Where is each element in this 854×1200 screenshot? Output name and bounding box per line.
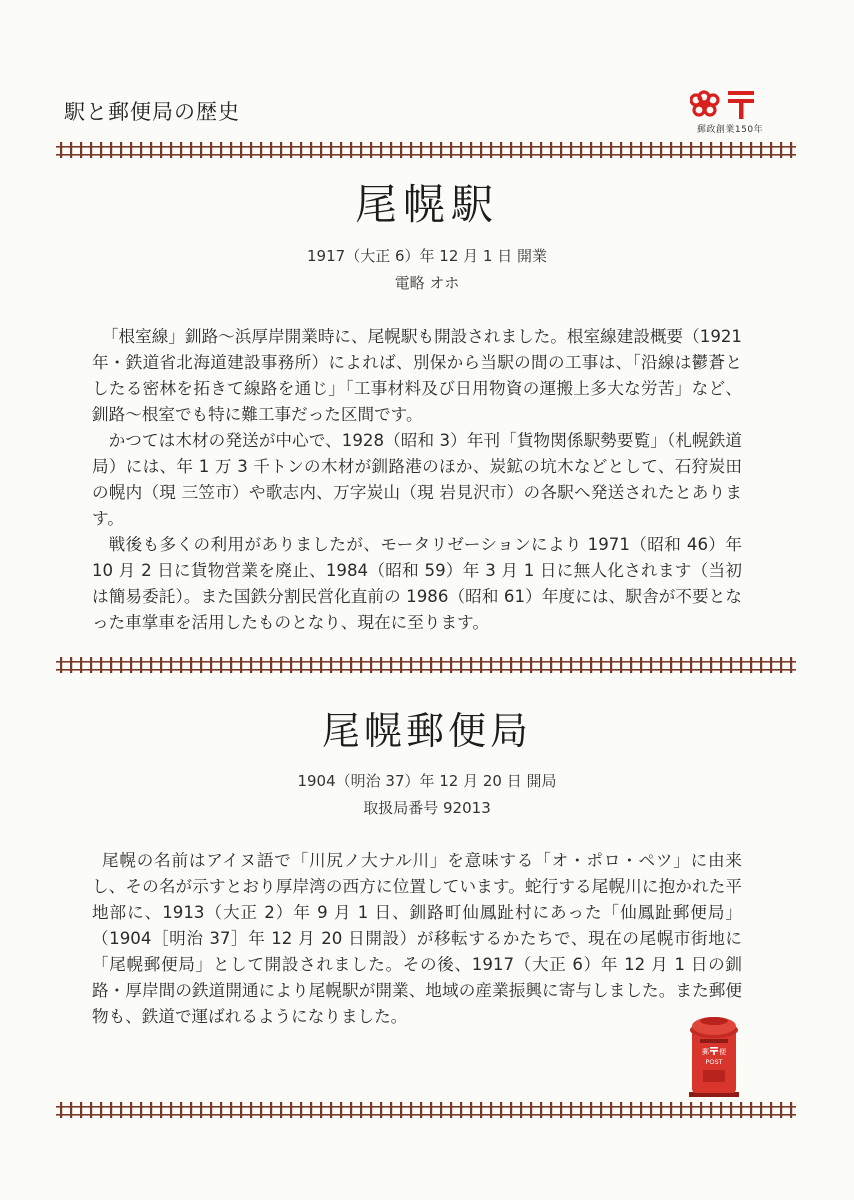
page-header-title: 駅と郵便局の歴史 (64, 100, 240, 124)
rail-divider-bottom (56, 1100, 796, 1120)
svg-text:郵: 郵 (702, 1048, 709, 1056)
svg-text:便: 便 (719, 1048, 726, 1056)
postbox-label: POST (705, 1058, 723, 1066)
station-paragraph-3: 戦後も多くの利用がありましたが、モータリゼーションにより 1971（昭和 46）年 10 月 2 日に貨物営業を廃止、1984（昭和 59）年 3 月 1 日に無人化されます（当初は簡易委託）。また国鉄分割民営化直前の 1986（昭和 61）年度には、駅舎が不要となった車掌車を活用したものとなり、現在に至ります。 (92, 535, 742, 632)
post-office-paragraph-1: 尾幌の名前はアイヌ語で「川尻ノ大ナル川」を意味する「オ・ポロ・ペツ」に由来し、その名が示すとおり厚岸湾の西方に位置しています。蛇行する尾幌川に抱かれた平地部に、1913（大正 2）年 9 月 1 日、釧路町仙鳳趾村にあった「仙鳳趾郵便局」（1904［明治 37］年 12 月 20 日開設）が移転するかたちで、現在の尾幌市街地に「尾幌郵便局」として開設されました。その後、1917（大正 6）年 12 月 1 日の釧路・厚岸間の鉄道開通により尾幌駅が開業、地域の産業振興に寄与しました。また郵便物も、鉄道で運ばれるようになりました。 (92, 851, 742, 1026)
station-history-text (92, 324, 742, 636)
station-paragraph-1: 「根室線」釧路〜浜厚岸開業時に、尾幌駅も開設されました。根室線建設概要（1921 年・鉄道省北海道建設事務所）によれば、別保から当駅の間の工事は、「沿線は鬱蒼としたる密林を拓きて線路を通じ」「工事材料及び日用物資の運搬上多大な労苦」など、釧路〜根室でも特に難工事だった区間です。 (92, 327, 742, 424)
station-opening-date: 1917（大正 6）年 12 月 1 日 開業 (307, 247, 547, 265)
red-postbox-icon (683, 1010, 745, 1098)
station-paragraph-2: かつては木材の発送が中心で、1928（昭和 3）年刊「貨物関係駅勢要覧」（札幌鉄道局）には、年 1 万 3 千トンの木材が釧路港のほか、炭鉱の坑木などとして、石狩炭田の幌内（現 三笠市）や歌志内、万字炭山（現 岩見沢市）の各駅へ発送されたとあります。 (92, 431, 742, 528)
post-office-opening-date: 1904（明治 37）年 12 月 20 日 開局 (297, 772, 557, 790)
post-office-number: 取扱局番号 92013 (363, 799, 491, 817)
rail-divider-top (56, 140, 796, 160)
station-title: 尾幌駅 (354, 180, 499, 229)
post-office-title: 尾幌郵便局 (321, 709, 532, 753)
rail-divider-middle (56, 655, 796, 675)
post-office-history-text (92, 848, 742, 1030)
station-telegraph-code: 電略 オホ (394, 274, 460, 292)
logo-caption: 郵政創業150年 (696, 125, 764, 135)
